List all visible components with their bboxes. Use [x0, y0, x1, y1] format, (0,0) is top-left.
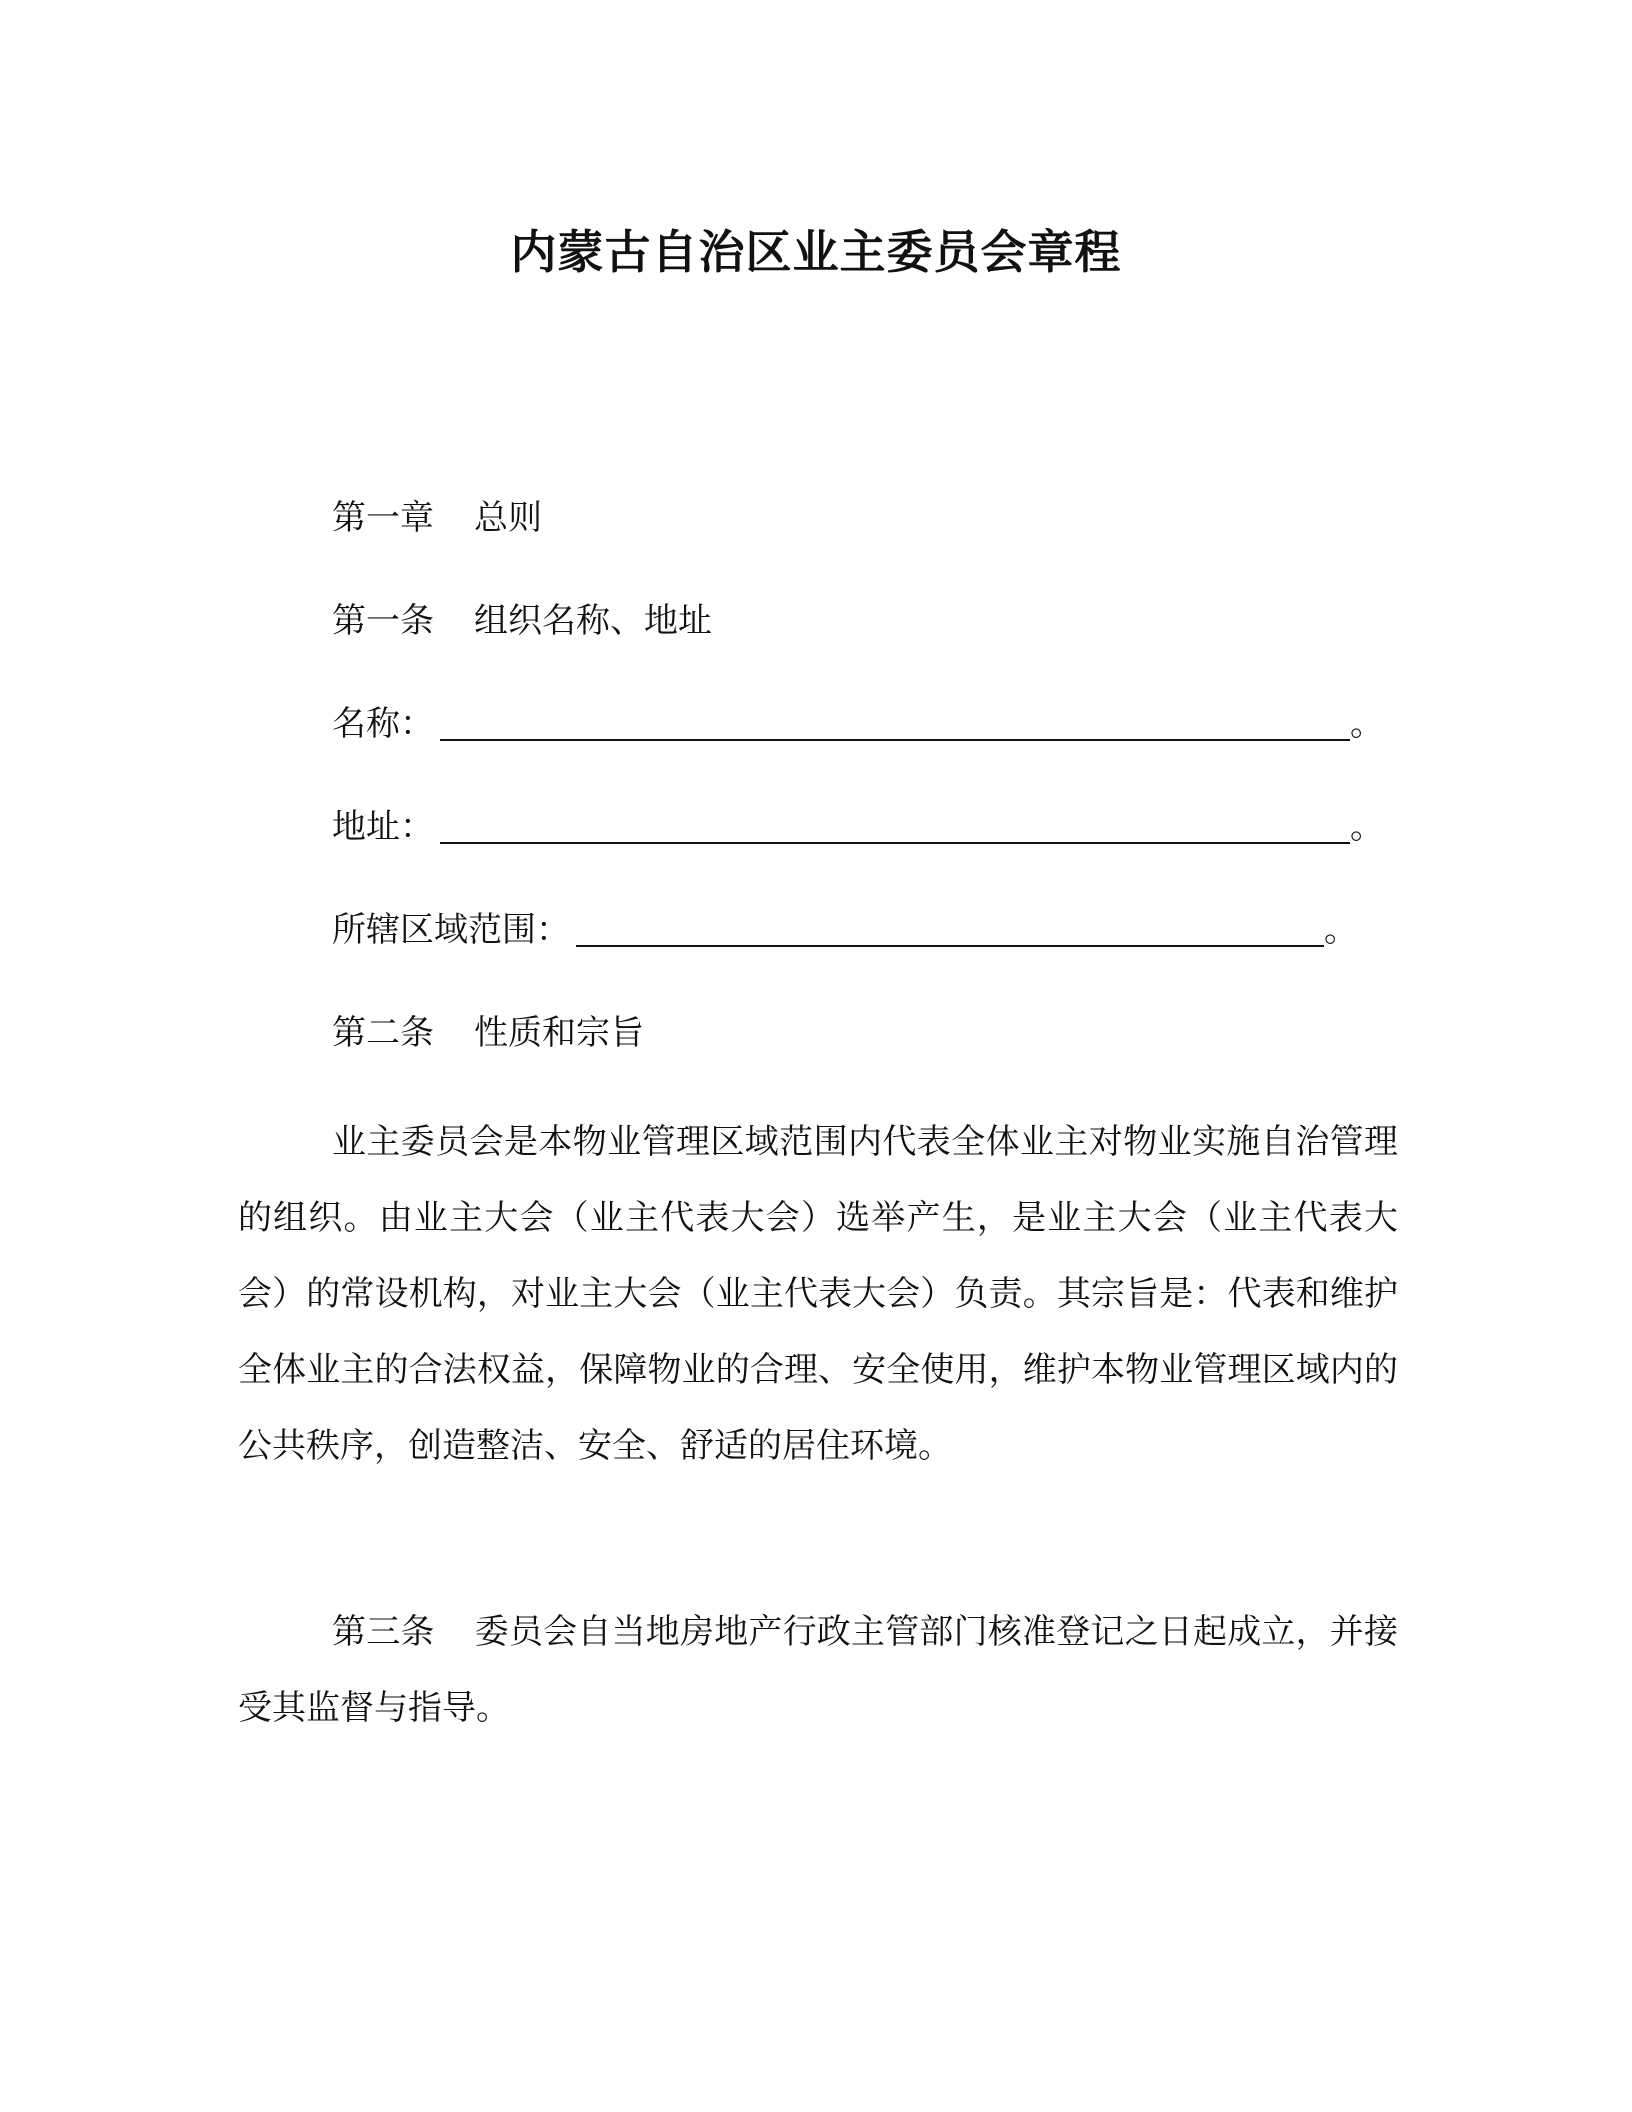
article-2-name: 性质和宗旨 [474, 1013, 644, 1053]
document-title: 内蒙古自治区业主委员会章程 [510, 225, 1122, 279]
article-3-body: 委员会自当地房地产行政主管部门核准登记之日起成立，并接受其监督与指导。 [238, 1612, 1399, 1728]
chapter-heading [332, 494, 542, 542]
region-blank-line[interactable] [576, 911, 1324, 947]
name-field-row [332, 700, 1384, 748]
region-field-label: 所辖区域范围： [332, 910, 570, 950]
article-1-label: 第一条 [332, 601, 434, 641]
article-2-body: 业主委员会是本物业管理区域范围内代表全体业主对物业实施自治管理的组织。由业主大会（业主代表大会）选举产生，是业主大会（业主代表大会）的常设机构，对业主大会（业主代表大会）负责。其宗旨是：代表和维护全体业主的合法权益，保障物业的合理、安全使用，维护本物业管理区域内的公共秩序，创造整洁、安全、舒适的居住环境。 [238, 1122, 1398, 1466]
article-2-heading [332, 1009, 644, 1057]
chapter-label: 第一章 [332, 498, 434, 538]
name-end-mark: 。 [1350, 704, 1384, 744]
article-1-name: 组织名称、地址 [474, 601, 712, 641]
name-blank-line[interactable] [440, 705, 1350, 741]
chapter-name: 总则 [474, 498, 542, 538]
region-end-mark: 。 [1324, 910, 1358, 950]
address-field-label: 地址： [332, 807, 434, 847]
address-field-row [332, 803, 1384, 851]
article-1-heading [332, 597, 712, 645]
name-field-label: 名称： [332, 704, 434, 744]
address-end-mark: 。 [1350, 807, 1384, 847]
region-field-row [332, 906, 1358, 954]
article-2-label: 第二条 [332, 1013, 434, 1053]
article-3-label: 第三条 [332, 1612, 435, 1652]
address-blank-line[interactable] [440, 808, 1350, 844]
article-3-paragraph [238, 1594, 1398, 1746]
